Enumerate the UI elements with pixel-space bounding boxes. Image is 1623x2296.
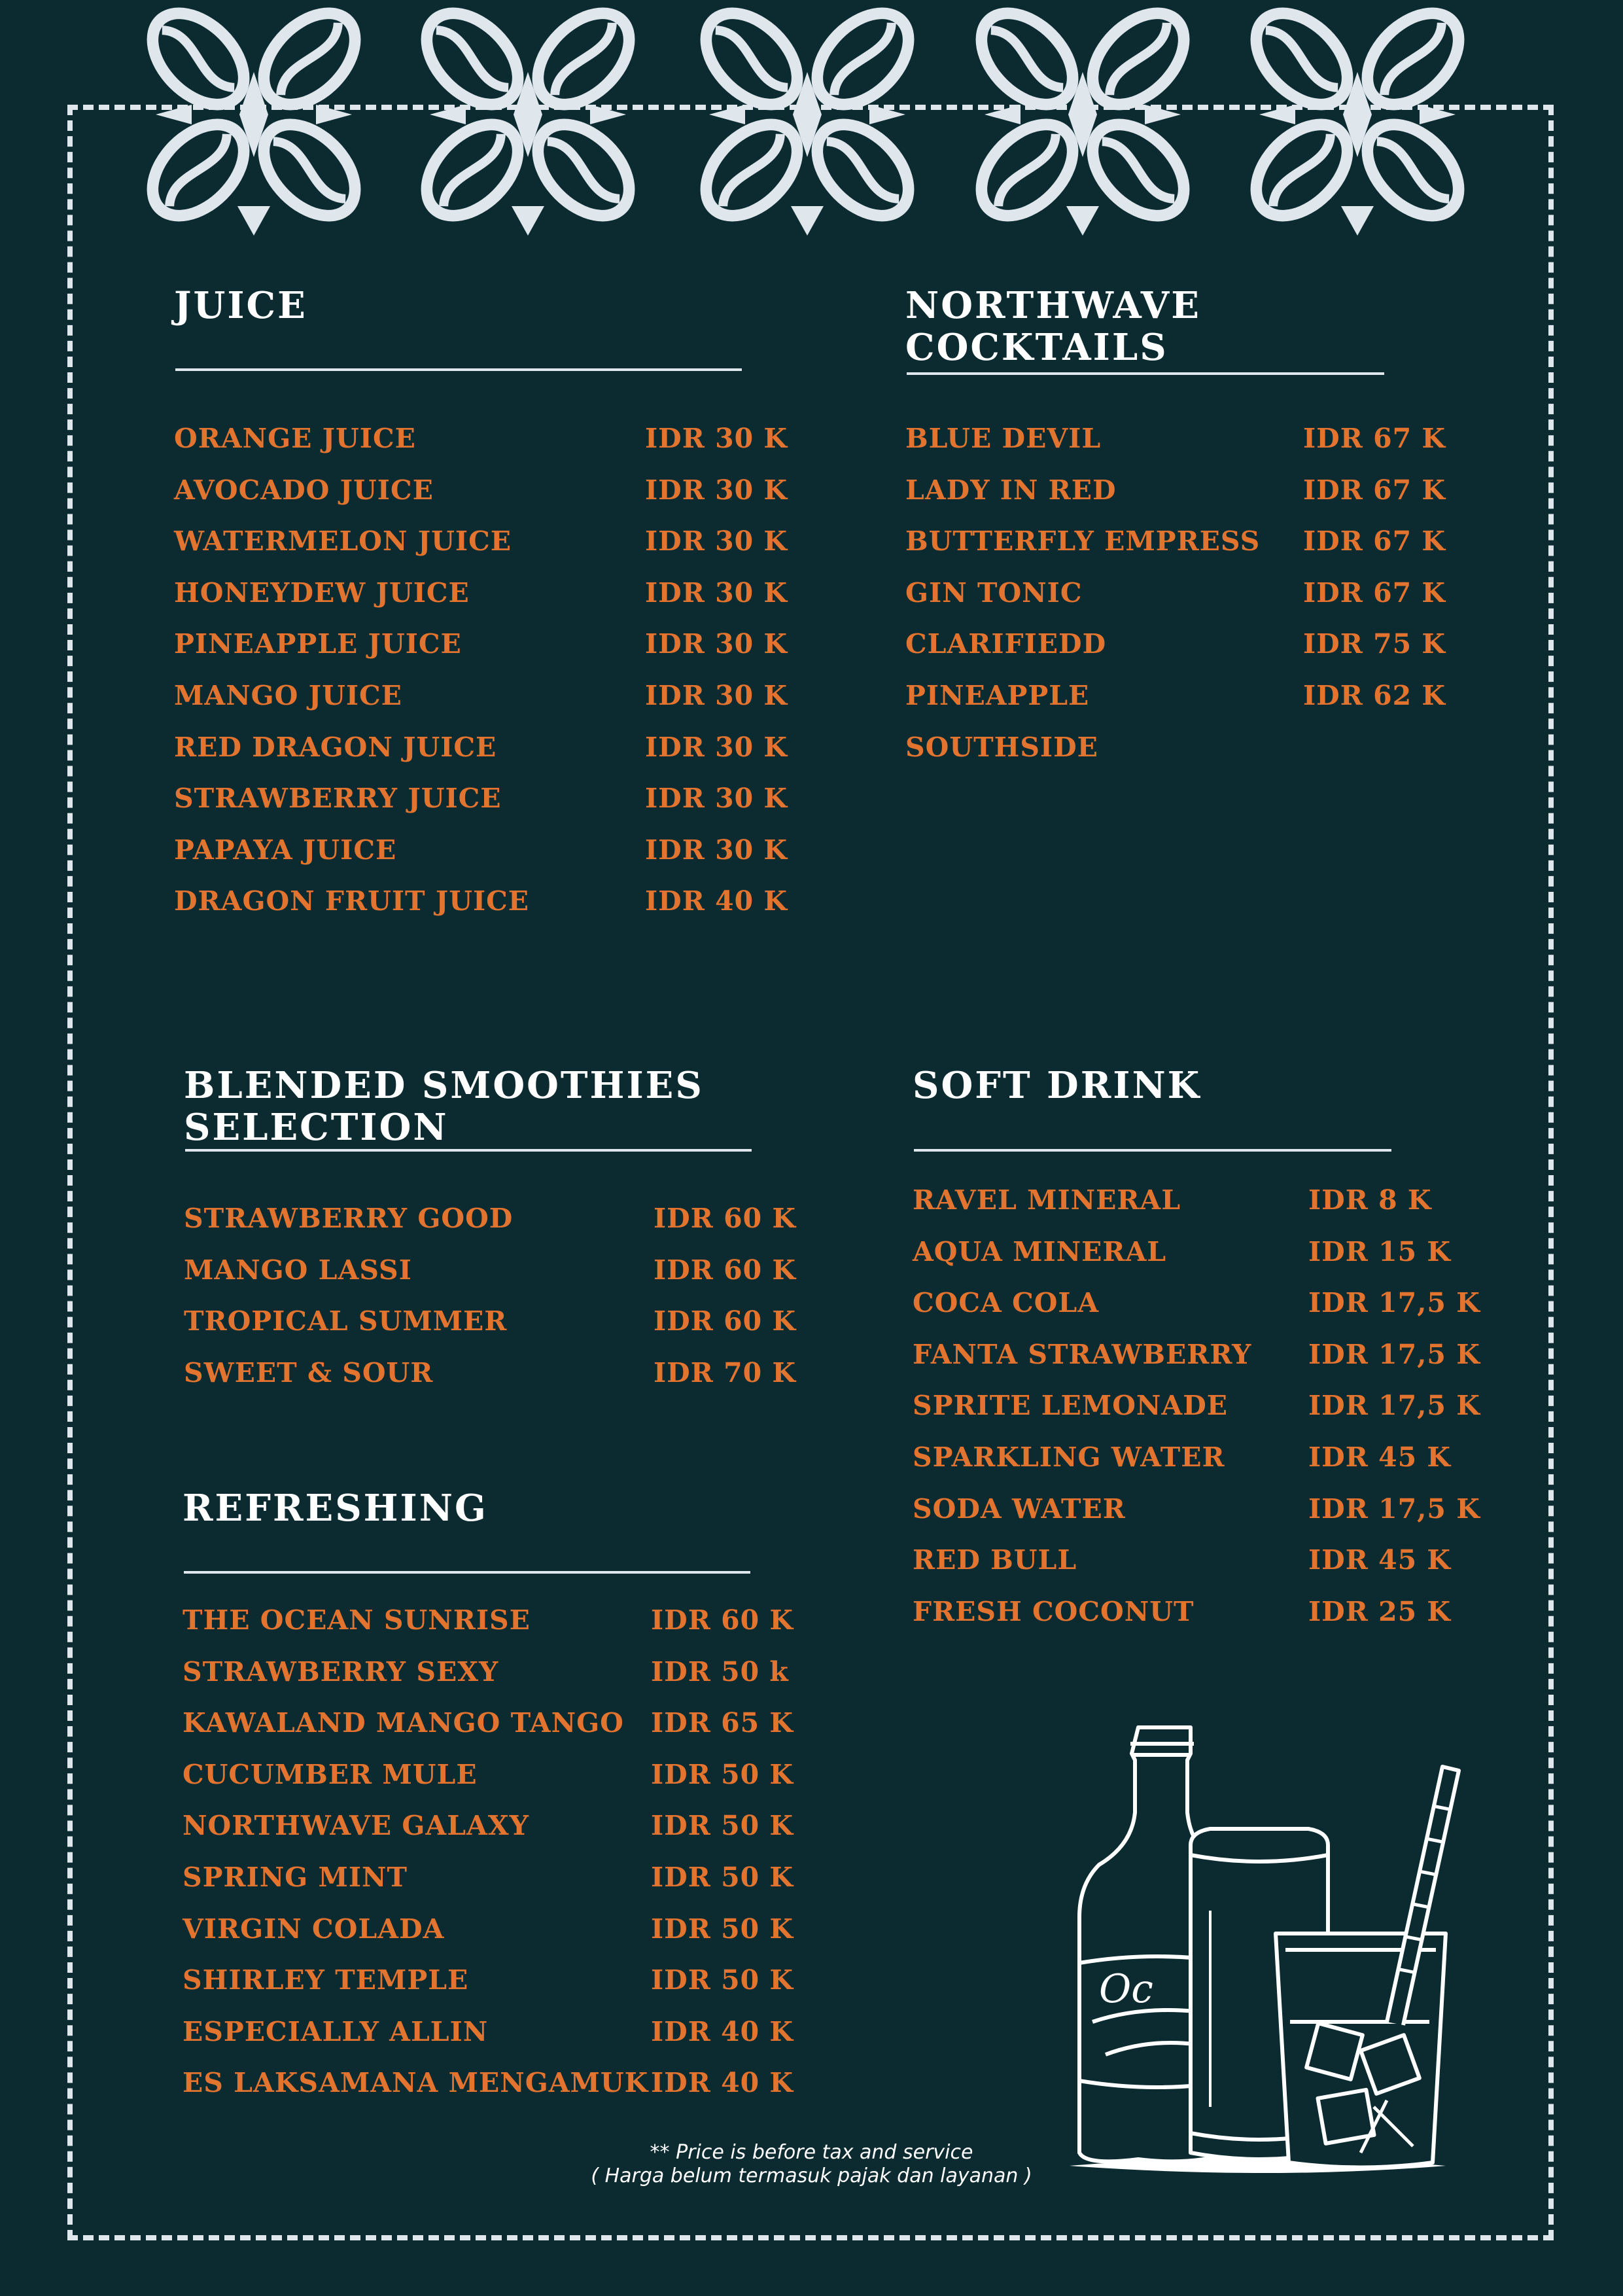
menu-item-name: AQUA MINERAL xyxy=(913,1235,1167,1267)
menu-item-name: STRAWBERRY GOOD xyxy=(184,1203,514,1234)
menu-item-name: PINEAPPLE JUICE xyxy=(174,628,462,660)
menu-item xyxy=(913,1534,1475,1586)
section-smoothies xyxy=(184,1064,799,1388)
menu-item xyxy=(183,2006,797,2058)
section-divider xyxy=(175,368,742,371)
menu-item-name: RED BULL xyxy=(913,1544,1077,1576)
menu-item xyxy=(174,875,789,927)
section-refreshing xyxy=(183,1487,797,2099)
menu-item xyxy=(184,1245,799,1296)
menu-item-price: IDR 50 K xyxy=(651,1758,794,1790)
menu-item xyxy=(184,1347,799,1399)
menu-item-name: SWEET & SOUR xyxy=(184,1356,434,1388)
menu-item-name: RAVEL MINERAL xyxy=(913,1184,1181,1216)
menu-item-name: ESPECIALLY ALLIN xyxy=(183,2015,489,2047)
section-title: REFRESHING xyxy=(183,1487,488,1530)
menu-item xyxy=(174,670,789,722)
menu-item-name: CLARIFIEDD xyxy=(905,628,1107,660)
menu-item-price: IDR 75 K xyxy=(1303,628,1446,660)
menu-item xyxy=(174,824,789,876)
menu-item-name: LADY IN RED xyxy=(905,474,1117,506)
section-divider xyxy=(907,372,1384,375)
menu-item-price: IDR 40 K xyxy=(651,2015,794,2047)
menu-item-price: IDR 65 K xyxy=(651,1707,794,1739)
section-soft-drink xyxy=(913,1064,1480,1627)
menu-item xyxy=(905,618,1455,670)
section-title: SOFT DRINK xyxy=(913,1064,1202,1107)
menu-item-price: IDR 30 K xyxy=(645,783,788,815)
menu-item-name: NORTHWAVE GALAXY xyxy=(183,1810,529,1842)
menu-item-name: SOUTHSIDE xyxy=(905,731,1098,763)
menu-item xyxy=(174,567,789,619)
menu-item-price: IDR 60 K xyxy=(654,1203,797,1234)
menu-item-name: TROPICAL SUMMER xyxy=(184,1305,508,1337)
menu-item xyxy=(905,722,1455,773)
menu-item xyxy=(905,670,1455,722)
menu-item-name: VIRGIN COLADA xyxy=(183,1913,445,1945)
menu-item xyxy=(183,1749,797,1801)
menu-item xyxy=(174,465,789,516)
menu-item-price: IDR 62 K xyxy=(1303,679,1446,711)
menu-item xyxy=(174,618,789,670)
menu-item-price: IDR 50 K xyxy=(651,1810,794,1842)
menu-item-name: CUCUMBER MULE xyxy=(183,1758,478,1790)
menu-item-name: AVOCADO JUICE xyxy=(174,474,434,506)
menu-item-name: ORANGE JUICE xyxy=(174,423,416,454)
footnote-line-1: ** Price is before tax and service xyxy=(650,2141,973,2164)
menu-item-price: IDR 17,5 K xyxy=(1308,1492,1480,1525)
menu-item-price: IDR 67 K xyxy=(1303,576,1446,609)
menu-item-price: IDR 30 K xyxy=(645,731,788,763)
menu-item-price: IDR 30 K xyxy=(645,628,788,660)
section-cocktails xyxy=(905,284,1455,763)
menu-item xyxy=(905,567,1455,619)
menu-item xyxy=(905,465,1455,516)
menu-item xyxy=(183,1646,797,1698)
menu-item-price: IDR 15 K xyxy=(1308,1235,1452,1267)
menu-item xyxy=(913,1586,1475,1638)
menu-item-price: IDR 30 K xyxy=(645,679,788,711)
menu-item-name: WATERMELON JUICE xyxy=(174,525,512,557)
menu-item-name: BUTTERFLY EMPRESS xyxy=(905,525,1261,557)
svg-text:Oc: Oc xyxy=(1099,1966,1153,2012)
section-title: BLENDED SMOOTHIES SELECTION xyxy=(184,1064,704,1149)
menu-item-price: IDR 60 K xyxy=(654,1305,797,1337)
menu-item xyxy=(183,1954,797,2006)
item-list xyxy=(183,1595,797,2109)
menu-item-name: FANTA STRAWBERRY xyxy=(913,1338,1252,1370)
menu-item-name: MANGO LASSI xyxy=(184,1254,412,1286)
menu-item-price: IDR 40 K xyxy=(651,2067,794,2099)
footnote-line-2: ( Harga belum termasuk pajak dan layanan ) xyxy=(591,2164,1032,2187)
menu-item-price: IDR 45 K xyxy=(1308,1441,1452,1473)
menu-item xyxy=(905,516,1455,567)
section-title: NORTHWAVE COCKTAILS xyxy=(905,284,1201,369)
menu-item-name: ES LAKSAMANA MENGAMUK xyxy=(183,2067,649,2099)
menu-item-price: IDR 30 K xyxy=(645,525,788,557)
menu-item-name: KAWALAND MANGO TANGO xyxy=(183,1707,624,1739)
menu-item xyxy=(183,1852,797,1903)
menu-item-name: STRAWBERRY JUICE xyxy=(174,783,502,815)
menu-item-price: IDR 40 K xyxy=(645,885,788,917)
menu-item-price: IDR 45 K xyxy=(1308,1544,1452,1576)
menu-item xyxy=(905,413,1455,465)
menu-item-price: IDR 30 K xyxy=(645,834,788,866)
item-list xyxy=(905,413,1455,773)
menu-item-price: IDR 30 K xyxy=(645,576,788,609)
menu-item-name: BLUE DEVIL xyxy=(905,423,1102,454)
item-list xyxy=(184,1193,799,1398)
menu-item-price: IDR 70 K xyxy=(654,1356,797,1388)
menu-item-price: IDR 67 K xyxy=(1303,474,1446,506)
menu-item xyxy=(174,773,789,824)
menu-item-name: GIN TONIC xyxy=(905,576,1083,609)
price-footnote xyxy=(0,2141,1623,2188)
menu-item-name: DRAGON FRUIT JUICE xyxy=(174,885,530,917)
menu-item-name: RED DRAGON JUICE xyxy=(174,731,497,763)
menu-item-name: SHIRLEY TEMPLE xyxy=(183,1964,469,1996)
section-divider xyxy=(914,1149,1391,1152)
menu-item xyxy=(174,413,789,465)
drinks-illustration-icon xyxy=(1060,1714,1465,2179)
menu-item-name: HONEYDEW JUICE xyxy=(174,576,470,609)
menu-item-price: IDR 60 K xyxy=(654,1254,797,1286)
section-divider xyxy=(185,1149,752,1152)
item-list xyxy=(913,1174,1480,1637)
menu-item-name: STRAWBERRY SEXY xyxy=(183,1655,499,1687)
menu-item xyxy=(183,1697,797,1749)
menu-item-name: SPARKLING WATER xyxy=(913,1441,1225,1473)
menu-item-price: IDR 17,5 K xyxy=(1308,1338,1480,1370)
menu-item-name: PAPAYA JUICE xyxy=(174,834,397,866)
menu-item-name: FRESH COCONUT xyxy=(913,1595,1195,1627)
menu-item-name: SODA WATER xyxy=(913,1492,1126,1525)
menu-item-price: IDR 30 K xyxy=(645,423,788,454)
menu-item-price: IDR 17,5 K xyxy=(1308,1390,1480,1422)
menu-item-price: IDR 8 K xyxy=(1308,1184,1432,1216)
menu-item-price: IDR 25 K xyxy=(1308,1595,1452,1627)
menu-item xyxy=(184,1193,799,1245)
menu-item-price: IDR 50 K xyxy=(651,1861,794,1893)
menu-item-name: COCA COLA xyxy=(913,1287,1100,1319)
menu-item xyxy=(913,1277,1480,1329)
menu-item xyxy=(913,1432,1475,1483)
menu-item xyxy=(913,1226,1475,1278)
menu-item-name: SPRITE LEMONADE xyxy=(913,1390,1228,1422)
menu-item-price: IDR 17,5 K xyxy=(1308,1287,1480,1319)
menu-item xyxy=(913,1483,1480,1535)
menu-item-price: IDR 60 K xyxy=(651,1604,794,1636)
menu-item xyxy=(913,1329,1480,1381)
item-list xyxy=(174,413,789,927)
menu-item-price: IDR 50 K xyxy=(651,1913,794,1945)
menu-item xyxy=(183,1903,797,1955)
menu-item-price: IDR 67 K xyxy=(1303,525,1446,557)
menu-item-name: MANGO JUICE xyxy=(174,679,402,711)
menu-item-price: IDR 50 k xyxy=(651,1655,789,1687)
menu-item xyxy=(183,1595,797,1646)
menu-item xyxy=(183,1800,797,1852)
menu-item-price: IDR 50 K xyxy=(651,1964,794,1996)
section-title: JUICE xyxy=(174,284,307,327)
menu-item-name: SPRING MINT xyxy=(183,1861,408,1893)
menu-item xyxy=(174,516,789,567)
section-divider xyxy=(184,1571,750,1574)
menu-item-price: IDR 67 K xyxy=(1303,423,1446,454)
menu-item-name: PINEAPPLE xyxy=(905,679,1090,711)
menu-item-price: IDR 30 K xyxy=(645,474,788,506)
menu-item xyxy=(184,1296,799,1347)
menu-item-name: THE OCEAN SUNRISE xyxy=(183,1604,531,1636)
menu-item xyxy=(913,1174,1475,1226)
menu-item xyxy=(183,2057,797,2109)
menu-item xyxy=(174,722,789,773)
section-juice xyxy=(174,284,789,917)
menu-item xyxy=(913,1380,1480,1432)
